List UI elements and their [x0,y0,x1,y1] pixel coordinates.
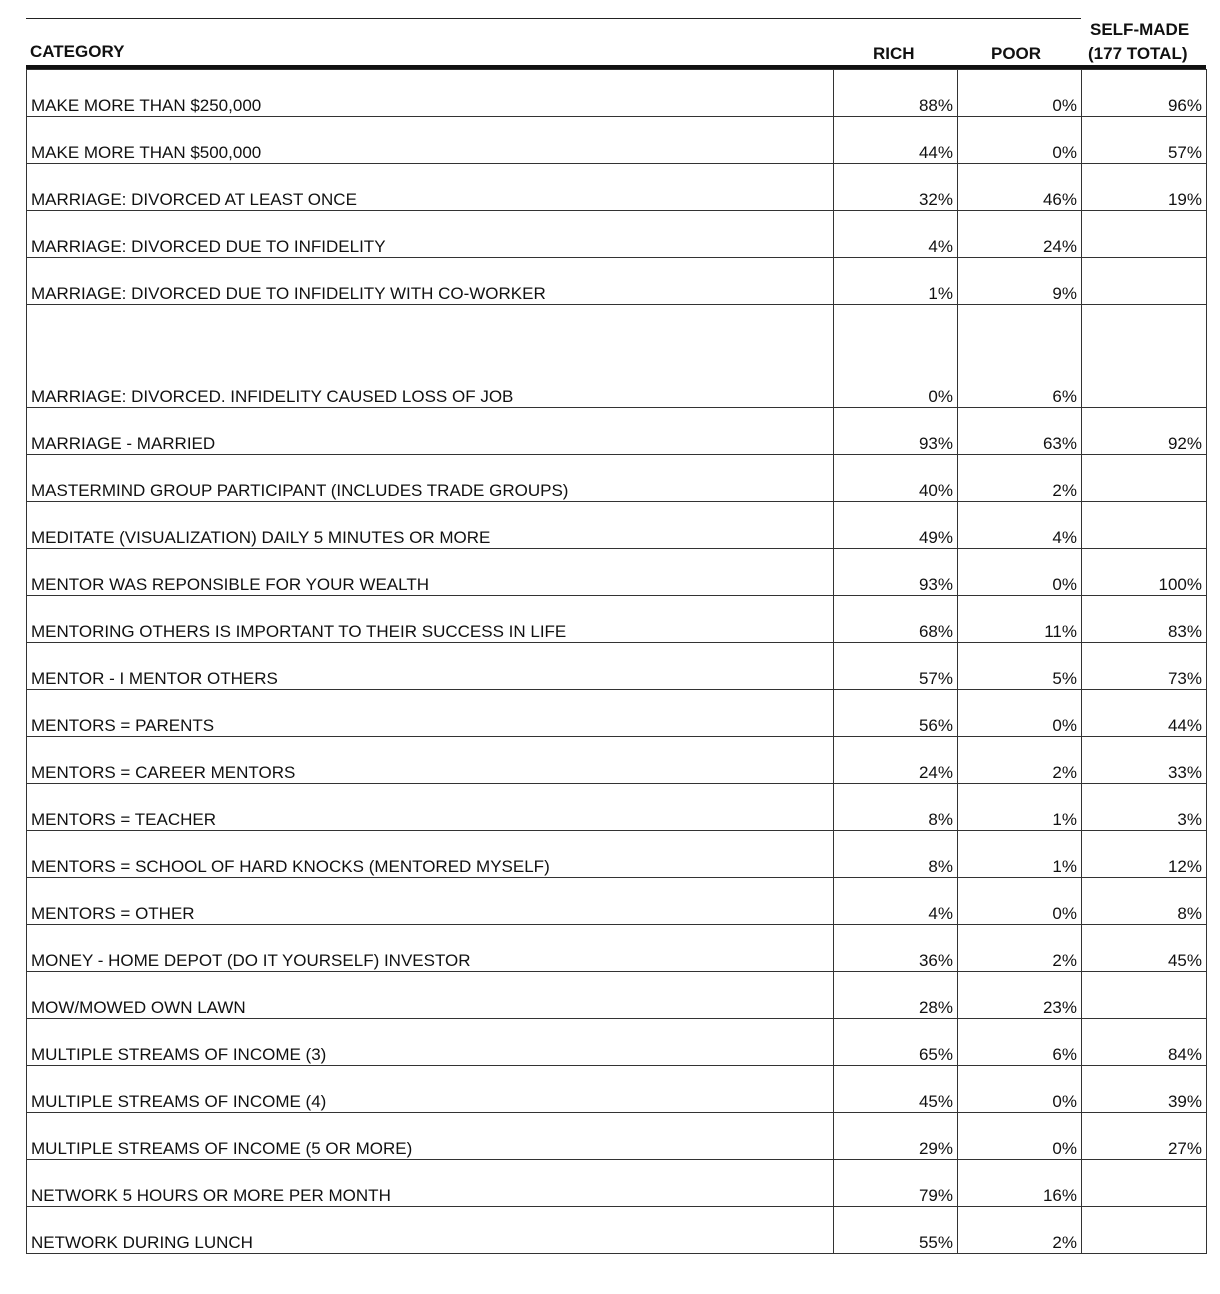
cell-rich: 88% [834,70,958,117]
cell-rich: 93% [834,408,958,455]
cell-selfmade [1082,258,1207,305]
table-row [27,502,1207,549]
cell-category: MENTORS = TEACHER [27,784,834,831]
header-rich: RICH [873,44,915,63]
cell-rich: 36% [834,925,958,972]
cell-rich: 8% [834,831,958,878]
cell-selfmade: 3% [1082,784,1207,831]
table-row [27,549,1207,596]
cell-category: MENTOR WAS REPONSIBLE FOR YOUR WEALTH [27,549,834,596]
cell-rich: 44% [834,117,958,164]
cell-rich: 79% [834,1160,958,1207]
cell-selfmade [1082,1160,1207,1207]
table-header [26,18,1206,66]
cell-selfmade [1082,211,1207,258]
cell-category: MENTORS = OTHER [27,878,834,925]
cell-poor: 63% [958,408,1082,455]
cell-poor: 23% [958,972,1082,1019]
table-row [27,972,1207,1019]
cell-rich: 4% [834,211,958,258]
cell-poor: 46% [958,164,1082,211]
table-row [27,878,1207,925]
table-row [27,1113,1207,1160]
table-row [27,70,1207,117]
table-row [27,164,1207,211]
table-row [27,455,1207,502]
table-row [27,211,1207,258]
cell-category: MONEY - HOME DEPOT (DO IT YOURSELF) INVESTOR [27,925,834,972]
cell-rich: 29% [834,1113,958,1160]
cell-selfmade: 44% [1082,690,1207,737]
cell-rich: 57% [834,643,958,690]
cell-category: MENTORS = PARENTS [27,690,834,737]
cell-selfmade: 33% [1082,737,1207,784]
cell-poor: 0% [958,117,1082,164]
table-row [27,1019,1207,1066]
cell-selfmade: 84% [1082,1019,1207,1066]
table-row [27,643,1207,690]
cell-poor: 2% [958,455,1082,502]
cell-poor: 5% [958,643,1082,690]
header-selfmade [1088,18,1189,66]
cell-category: MAKE MORE THAN $250,000 [27,70,834,117]
cell-poor: 2% [958,925,1082,972]
cell-poor: 0% [958,878,1082,925]
cell-poor: 6% [958,1019,1082,1066]
cell-poor: 2% [958,737,1082,784]
cell-rich: 8% [834,784,958,831]
cell-selfmade: 83% [1082,596,1207,643]
cell-category: MENTORING OTHERS IS IMPORTANT TO THEIR SUCCESS IN LIFE [27,596,834,643]
table-row [27,1207,1207,1254]
cell-selfmade: 27% [1082,1113,1207,1160]
cell-rich: 0% [834,305,958,408]
cell-rich: 32% [834,164,958,211]
cell-selfmade: 39% [1082,1066,1207,1113]
cell-rich: 68% [834,596,958,643]
table-row [27,258,1207,305]
cell-poor: 2% [958,1207,1082,1254]
cell-selfmade: 8% [1082,878,1207,925]
table-row [27,737,1207,784]
cell-selfmade: 100% [1082,549,1207,596]
header-selfmade-line2: (177 TOTAL) [1088,44,1188,63]
table-row [27,305,1207,408]
cell-selfmade: 96% [1082,70,1207,117]
cell-selfmade [1082,305,1207,408]
cell-category: MULTIPLE STREAMS OF INCOME (3) [27,1019,834,1066]
cell-rich: 40% [834,455,958,502]
cell-poor: 16% [958,1160,1082,1207]
table-row [27,925,1207,972]
table-row [27,408,1207,455]
cell-category: MENTOR - I MENTOR OTHERS [27,643,834,690]
cell-category: MENTORS = CAREER MENTORS [27,737,834,784]
cell-category: MARRIAGE: DIVORCED. INFIDELITY CAUSED LOSS OF JOB [27,305,834,408]
cell-selfmade: 57% [1082,117,1207,164]
cell-category: MAKE MORE THAN $500,000 [27,117,834,164]
cell-selfmade: 45% [1082,925,1207,972]
cell-poor: 4% [958,502,1082,549]
cell-category: NETWORK 5 HOURS OR MORE PER MONTH [27,1160,834,1207]
cell-category: MENTORS = SCHOOL OF HARD KNOCKS (MENTORED MYSELF) [27,831,834,878]
header-category: CATEGORY [30,42,125,61]
cell-selfmade [1082,455,1207,502]
cell-selfmade: 19% [1082,164,1207,211]
cell-category: MULTIPLE STREAMS OF INCOME (4) [27,1066,834,1113]
cell-rich: 45% [834,1066,958,1113]
cell-category: NETWORK DURING LUNCH [27,1207,834,1254]
cell-rich: 55% [834,1207,958,1254]
cell-selfmade [1082,502,1207,549]
cell-category: MARRIAGE: DIVORCED DUE TO INFIDELITY WITH CO-WORKER [27,258,834,305]
table-row [27,117,1207,164]
cell-category: MASTERMIND GROUP PARTICIPANT (INCLUDES TRADE GROUPS) [27,455,834,502]
cell-rich: 4% [834,878,958,925]
header-selfmade-line1: SELF-MADE [1090,20,1190,39]
cell-rich: 93% [834,549,958,596]
table-row [27,784,1207,831]
cell-rich: 49% [834,502,958,549]
cell-category: MOW/MOWED OWN LAWN [27,972,834,1019]
cell-rich: 28% [834,972,958,1019]
cell-category: MARRIAGE - MARRIED [27,408,834,455]
table-row [27,1066,1207,1113]
cell-selfmade: 92% [1082,408,1207,455]
cell-category: MARRIAGE: DIVORCED DUE TO INFIDELITY [27,211,834,258]
cell-poor: 24% [958,211,1082,258]
table-body [26,69,1207,1254]
cell-selfmade [1082,972,1207,1019]
table-row [27,831,1207,878]
table-row [27,690,1207,737]
cell-rich: 24% [834,737,958,784]
cell-poor: 0% [958,549,1082,596]
cell-selfmade [1082,1207,1207,1254]
cell-poor: 6% [958,305,1082,408]
cell-poor: 0% [958,690,1082,737]
cell-rich: 1% [834,258,958,305]
cell-selfmade: 73% [1082,643,1207,690]
cell-rich: 56% [834,690,958,737]
cell-poor: 11% [958,596,1082,643]
cell-category: MULTIPLE STREAMS OF INCOME (5 OR MORE) [27,1113,834,1160]
cell-poor: 0% [958,1066,1082,1113]
table-row [27,1160,1207,1207]
cell-category: MARRIAGE: DIVORCED AT LEAST ONCE [27,164,834,211]
cell-poor: 1% [958,784,1082,831]
cell-category: MEDITATE (VISUALIZATION) DAILY 5 MINUTES OR MORE [27,502,834,549]
cell-poor: 0% [958,70,1082,117]
cell-selfmade: 12% [1082,831,1207,878]
header-poor: POOR [991,44,1042,63]
cell-rich: 65% [834,1019,958,1066]
cell-poor: 9% [958,258,1082,305]
cell-poor: 0% [958,1113,1082,1160]
cell-poor: 1% [958,831,1082,878]
table-row [27,596,1207,643]
